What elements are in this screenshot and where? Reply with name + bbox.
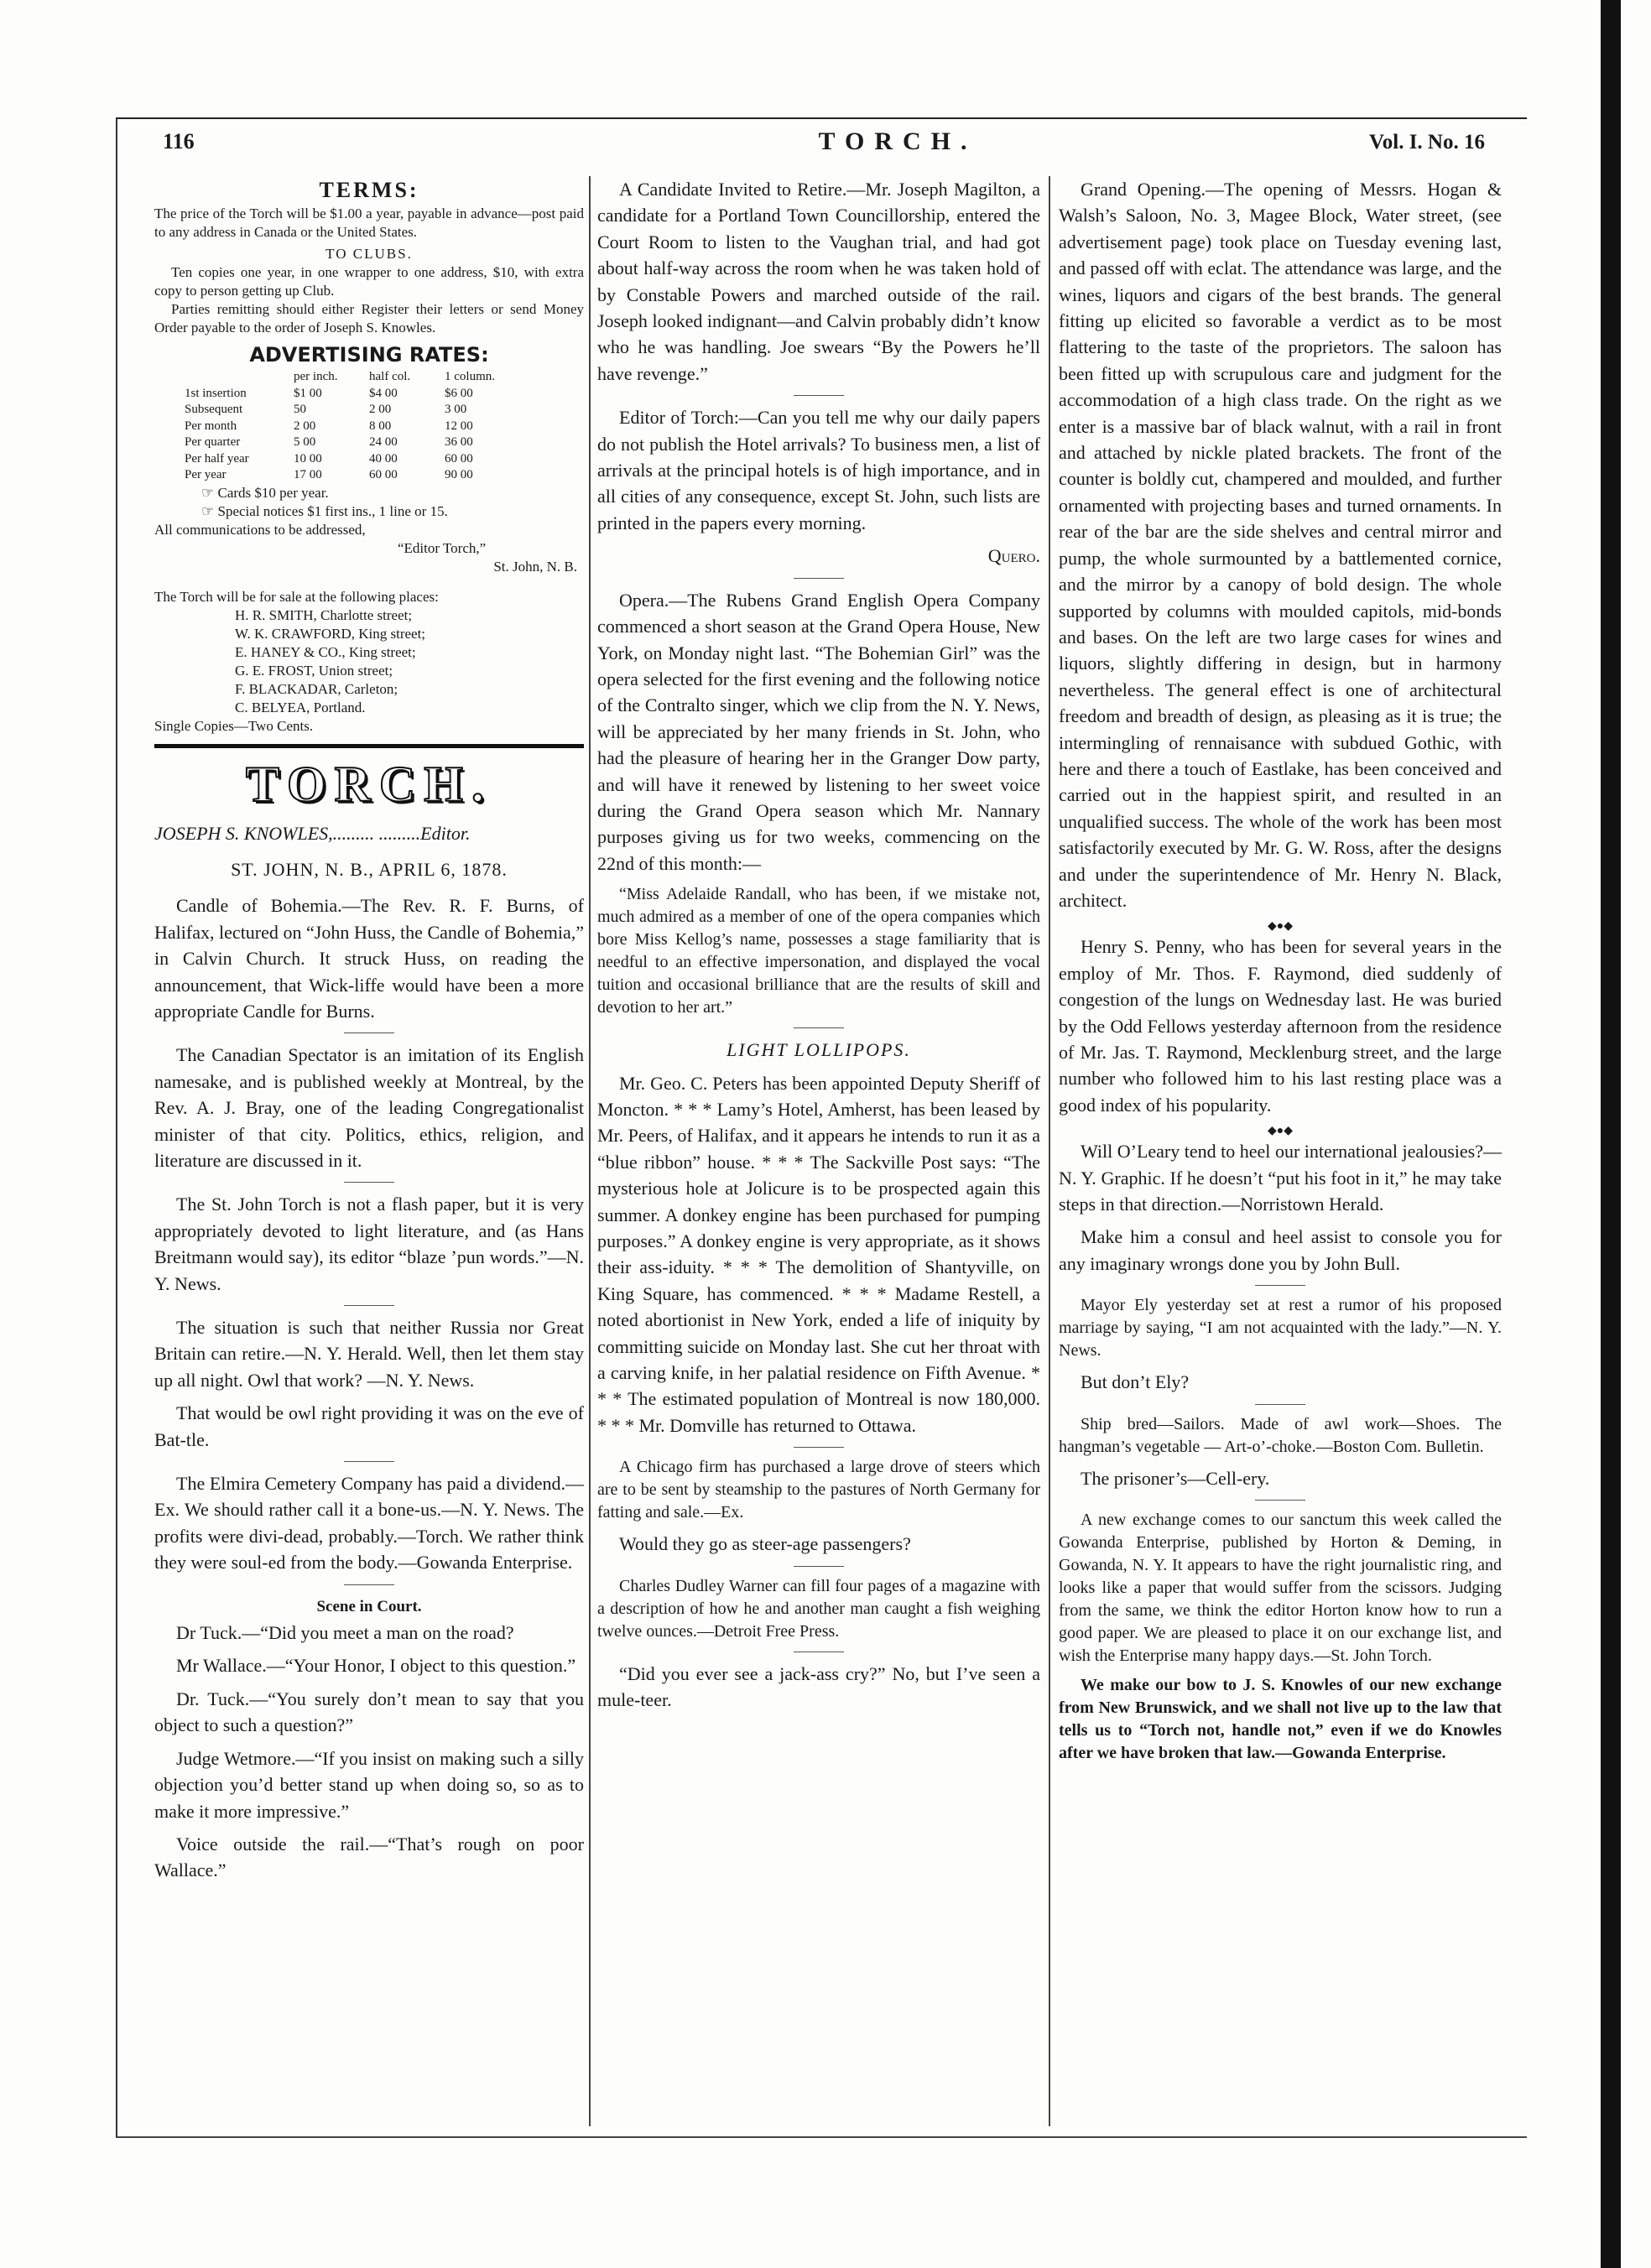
divider: [794, 578, 844, 579]
divider: [794, 1566, 844, 1567]
rates-header: per inch. half col. 1 column.: [294, 370, 495, 383]
terms-text: The price of the Torch will be $1.00 a year, payable in advance—post paid to any address in Canada or the United States.: [154, 205, 584, 240]
scene-line: Dr Tuck.—“Did you meet a man on the road?: [176, 1622, 514, 1644]
editor-line: JOSEPH S. KNOWLES,......... .........Editor.: [154, 822, 471, 844]
sale-place: C. BELYEA, Portland.: [235, 699, 366, 715]
article-oleary: Will O’Leary tend to heel our international jealousies?—N. Y. Graphic. If he doesn’t “put his foot in it,” he may take steps in that direction.—Norristown Herald.: [1059, 1141, 1502, 1215]
dateline: ST. JOHN, N. B., APRIL 6, 1878.: [231, 858, 508, 880]
pointing-hand-icon: ☞: [201, 484, 218, 501]
article-candidate: A Candidate Invited to Retire.—Mr. Joseph Magilton, a candidate for a Portland Town Councillorship, entered the Court Room to listen to the Vaughan trial, and had got about half-way across the room when he was taken hold of by Constable Powers and marched outside of the rail. Joseph looked indignant—and Calvin probably didn’t know who he was handling. Joe swears “By the Powers he’ll have revenge.”: [597, 179, 1040, 384]
rates-row: 1st insertion $1 00 $4 00 $6 00: [185, 386, 473, 400]
scene-line: Dr. Tuck.—“You surely don’t mean to say that you object to such a question?”: [154, 1688, 584, 1736]
lollipops-heading: LIGHT LOLLIPOPS.: [727, 1039, 911, 1061]
clubs-text-2: Parties remitting should either Register their letters or send Money Order payable to the order of Joseph S. Knowles.: [154, 301, 584, 336]
article-consul: Make him a consul and heel assist to console you for any imaginary wrongs done you by John Bull.: [1059, 1226, 1502, 1274]
sale-place: W. K. CRAWFORD, King street;: [235, 625, 426, 642]
address-city: St. John, N. B.: [493, 558, 577, 575]
divider: [344, 1461, 394, 1462]
sale-intro: The Torch will be for sale at the following places:: [154, 588, 439, 605]
divider: [794, 1027, 844, 1028]
article-steerage: Would they go as steer-age passengers?: [619, 1533, 911, 1555]
article-exchange: A new exchange comes to our sanctum this week called the Gowanda Enterprise, published by Horton & Deming, in Gowanda, N. Y. It appears to have the right journalistic ring, and looks like a paper that would suffer from the scissors. Judging from the same, we think the editor Horton know how to run a good paper. We are pleased to place it on our exchange list, and wish the Enterprise many happy days.—St. John Torch.: [1059, 1511, 1502, 1666]
article-penny: Henry S. Penny, who has been for several years in the employ of Mr. Thos. F. Raymond, died suddenly of congestion of the lungs on Wednesday last. He was buried by the Odd Fellows yesterday afternoon from the residence of Mr. Jas. T. Raymond, Mecklenburg street, and the large number who followed him to his last resting place was a good index of his popularity.: [1059, 936, 1502, 1116]
ornament-icon: ◆●◆: [1268, 920, 1293, 934]
article-mayor-ely: Mayor Ely yesterday set at rest a rumor of his proposed marriage by saying, “I am not acquainted with the lady.”—N. Y. News.: [1059, 1296, 1502, 1360]
article-prisoner: The prisoner’s—Cell-ery.: [1081, 1467, 1270, 1489]
ornament-icon: ◆●◆: [1268, 1125, 1293, 1138]
article-canadian-spectator: The Canadian Spectator is an imitation of its English namesake, and is published weekly at Montreal, by the Rev. A. J. Bray, one of the leading Congregationalist minister of that city. Politics, ethics, religion, and literature are discussed in it.: [154, 1044, 584, 1171]
rates-row: Per quarter 5 00 24 00 36 00: [185, 435, 473, 449]
article-elmira: The Elmira Cemetery Company has paid a dividend.—Ex. We should rather call it a bone-us.—N. Y. News. The profits were divi-dead, probably.—Torch. We rather think they were soul-ed from the body.—Gowanda Enterprise.: [154, 1473, 584, 1574]
article-grand-opening: Grand Opening.—The opening of Messrs. Hogan & Walsh’s Saloon, No. 3, Magee Block, Water street, (see advertisement page) took place on Tuesday evening last, and passed off with eclat. The attendance was large, and the wines, liquors and cigars of the best brands. The general fitting up elicited so favorable a verdict as to be most flattering to the taste of the proprietors. The saloon has been fitted up with scrupulous care and judgment for the accommodation of a high class trade. On the right as we enter is a massive bar of black walnut, with a rail in front and attached by nickle plated brackets. The front of the counter is boldly cut, champered and moulded, and further ornamented with projecting bases and turned ornaments. In rear of the bar are the side shelves and central mirror and pump, the whole surmounted by a battlemented cornice, and the mirror by a canopy of bold design. The whole supported by columns with moulded capitols, mid-bonds and bases. On the left are two large cases for wines and liquors, slightly differing in design, but in harmony nevertheless. The general effect is one of architectural freedom and breadth of design, as pleasing as it is true; the intermingling of rennaisance with subdued Gothic, with here and there a touch of Eastlake, has been conceived and carried out in the happiest spirit, and resulted in an unqualified success. The whole of the work has been most satisfactorily executed by Mr. G. W. Ross, after the designs and under the superintendence of Mr. Henry N. Black, architect.: [1059, 179, 1502, 911]
article-chicago: A Chicago firm has purchased a large drove of steers which are to be sent by steamship to the pastures of North Germany for fatting and sale.—Ex.: [597, 1458, 1040, 1522]
article-warner: Charles Dudley Warner can fill four pages of a magazine with a description of how he and another man caught a fish weighing twelve ounces.—Detroit Free Press.: [597, 1576, 1040, 1641]
sale-place: G. E. FROST, Union street;: [235, 662, 393, 679]
column-3: [1059, 176, 1502, 1771]
cards-note: ☞ Cards $10 per year.: [201, 484, 329, 501]
rates-row: Subsequent 50 2 00 3 00: [185, 403, 467, 416]
single-copies: Single Copies—Two Cents.: [154, 717, 314, 734]
article-jackass: “Did you ever see a jack-ass cry?” No, but I’ve seen a mule-teer.: [597, 1662, 1040, 1711]
article-ship-bred: Ship bred—Sailors. Made of awl work—Shoes. The hangman’s vegetable — Art-o’-choke.—Boston Com. Bulletin.: [1059, 1414, 1502, 1456]
scene-heading: Scene in Court.: [316, 1597, 422, 1615]
divider: [344, 1584, 394, 1585]
page-number: 116: [163, 129, 195, 153]
divider: [1255, 1500, 1305, 1501]
page-header: [143, 127, 1493, 164]
running-title: TORCH.: [818, 127, 977, 155]
article-dont-ely: But don’t Ely?: [1081, 1371, 1190, 1393]
divider: [344, 1305, 394, 1306]
clubs-heading: TO CLUBS.: [326, 246, 413, 262]
sale-place: H. R. SMITH, Charlotte street;: [235, 606, 413, 623]
letter-signature: Quero.: [987, 545, 1040, 567]
sale-places: [154, 606, 584, 717]
issue-number: Vol. I. No. 16: [1369, 131, 1485, 153]
divider: [344, 1182, 394, 1183]
scene-line: Judge Wetmore.—“If you insist on making such a silly objection you’d better stand up when doing so, so as to make it more impressive.”: [154, 1747, 584, 1822]
sale-place: F. BLACKADAR, Carleton;: [235, 680, 398, 697]
masthead: TORCH.: [246, 756, 492, 812]
article-opera: Opera.—The Rubens Grand English Opera Company commenced a short season at the Grand Opera House, New York, on Monday night last. “The Bohemian Girl” was the opera selected for the first evening and the following notice of the Contralto singer, which we clip from the N. Y. News, will be appreciated by her many friends in St. John, who had the pleasure of hearing her in the Granger Dow party, and will have it renewed by listening to her sweet voice during the Grand Opera season which Mr. Nannary purposes giving us for two weeks, commencing on the 22nd of this month:—: [597, 589, 1040, 874]
column-2: [597, 176, 1040, 1719]
divider: [794, 395, 844, 396]
article-russia: The situation is such that neither Russia nor Great Britain can retire.—N. Y. Herald. Well, then let them stay up all night. Owl that work? —N. Y. News.: [154, 1317, 584, 1391]
column-divider: [1049, 176, 1050, 2126]
pointing-hand-icon: ☞: [201, 502, 218, 519]
scene-line: Mr Wallace.—“Your Honor, I object to this question.”: [176, 1655, 576, 1677]
rates-row: Per half year 10 00 40 00 60 00: [185, 451, 473, 466]
article-gowanda-reply: We make our bow to J. S. Knowles of our new exchange from New Brunswick, and we shall not live up to the law that tells us to “Torch not, handle not,” even if we do Knowles after we have broken that law.—Gowanda Enterprise.: [1059, 1676, 1502, 1763]
column-divider: [589, 176, 591, 2126]
binding-edge: [1601, 0, 1621, 2268]
sale-place: E. HANEY & CO., King street;: [235, 643, 416, 660]
article-letter: Editor of Torch:—Can you tell me why our daily papers do not publish the Hotel arrivals? To business men, a list of arrivals at the principal hotels is of high importance, and in all cities of any consequence, except St. John, such lists are printed in the papers every morning.: [597, 407, 1040, 533]
special-note: ☞ Special notices $1 first ins., 1 line or 15.: [201, 502, 448, 519]
address-to: “Editor Torch,”: [398, 539, 487, 556]
clubs-text-1: Ten copies one year, in one wrapper to one address, $10, with extra copy to person getting up Club.: [154, 264, 584, 299]
article-owl: That would be owl right providing it was on the eve of Bat-tle.: [154, 1402, 584, 1450]
masthead-rule: [154, 744, 584, 748]
article-candle-of-bohemia: Candle of Bohemia.—The Rev. R. F. Burns, of Halifax, lectured on “John Huss, the Candle of Bohemia,” in Calvin Church. It struck Huss, on reading the announcement, that Wick-liffe would have been a more appropriate Candle for Burns.: [154, 895, 584, 1022]
ads-heading: ADVERTISING RATES:: [249, 343, 489, 367]
article-torch-quote: The St. John Torch is not a flash paper, but it is very appropriately devoted to light literature, and (as Hans Breitmann would say), its editor “blaze ’pun words.”—N. Y. News.: [154, 1194, 584, 1294]
rates-table: [154, 369, 584, 484]
divider: [794, 1447, 844, 1448]
divider: [1255, 1404, 1305, 1405]
opera-quote: “Miss Adelaide Randall, who has been, if we mistake not, much admired as a member of one of the opera companies which bore Miss Kellog’s name, possesses a stage familiarity that is needful to an effective impersonation, and displayed the vocal tuition and occasional brilliance that are the results of skill and devotion to her art.”: [597, 885, 1040, 1017]
communications: All communications to be addressed,: [154, 521, 366, 538]
divider: [1255, 1285, 1305, 1286]
scene-line: Voice outside the rail.—“That’s rough on poor Wallace.”: [154, 1833, 584, 1881]
rates-row: Per year 17 00 60 00 90 00: [185, 468, 473, 481]
terms-heading: TERMS:: [319, 178, 419, 202]
column-1: [154, 176, 584, 1891]
article-lollipops: Mr. Geo. C. Peters has been appointed Deputy Sheriff of Moncton. * * * Lamy’s Hotel, Amherst, has been leased by Mr. Peers, of Halifax, and it appears he intends to run it as a “blue ribbon” house. * * * The Sackville Post says: “The mysterious hole at Jolicure is to be prospected again this summer. A donkey engine has been purchased for pumping purposes.” A donkey engine is very appropriate, as it shows their ass-iduity. * * * The demolition of Shantyville, on King Square, has commenced. * * * Madame Restell, a noted abortionist in New York, ended a life of iniquity by committing suicide on Monday last. She cut her throat with a carving knife, in her palatial residence on Fifth Avenue. * * * The estimated population of Montreal is now 180,000. * * * Mr. Domville has returned to Ottawa.: [597, 1072, 1040, 1436]
rates-row: Per month 2 00 8 00 12 00: [185, 419, 473, 433]
